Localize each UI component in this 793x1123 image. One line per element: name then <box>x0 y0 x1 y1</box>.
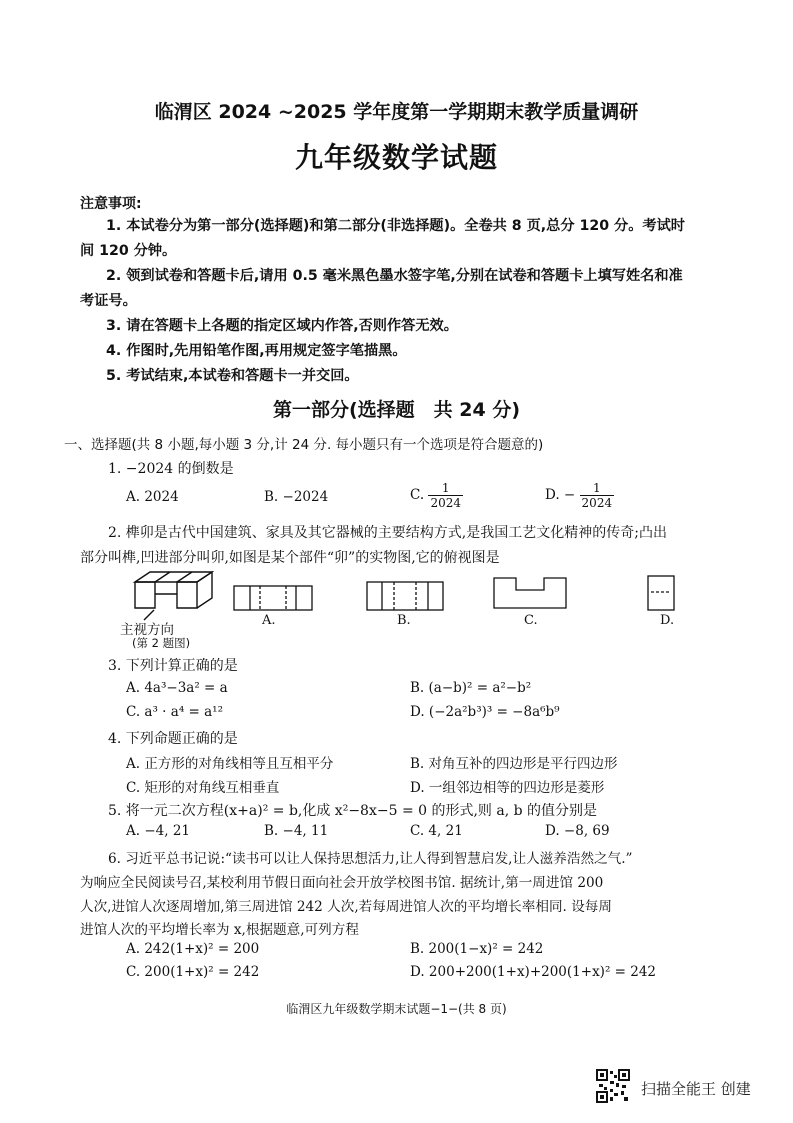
q3-option-a: A. 4a³−3a² = a <box>126 680 228 696</box>
q1-d-numerator: 1 <box>580 481 615 496</box>
q5-option-d: D. −8, 69 <box>545 823 610 839</box>
q4-stem: 4. 下列命题正确的是 <box>108 731 238 747</box>
q3-option-d: D. (−2a²b³)³ = −8a⁶b⁹ <box>410 704 560 720</box>
q3-stem: 3. 下列计算正确的是 <box>108 658 238 674</box>
q1-option-d-label: D. − <box>545 487 576 503</box>
q6-option-d: D. 200+200(1+x)+200(1+x)² = 242 <box>410 964 657 980</box>
mortise-3d-figure <box>135 572 212 608</box>
notice-line-1-cont: 间 120 分钟。 <box>80 243 177 259</box>
q6-stem-line-2: 为响应全民阅读号召,某校利用节假日面向社会开放学校图书馆. 据统计,第一周进馆 200 <box>80 875 604 891</box>
q1-c-denominator: 2024 <box>430 496 461 510</box>
notice-line-2: 2. 领到试卷和答题卡后,请用 0.5 毫米黑色墨水签字笔,分别在试卷和答题卡上填写姓名和准 <box>106 268 683 284</box>
notice-line-5: 5. 考试结束,本试卷和答题卡一并交回。 <box>106 368 359 384</box>
q6-stem-line-4: 进馆人次的平均增长率为 x,根据题意,可列方程 <box>80 922 359 938</box>
option-b-figure <box>367 582 443 610</box>
q5-stem: 5. 将一元二次方程(x+a)² = b,化成 x²−8x−5 = 0 的形式,则 a, b 的值分别是 <box>108 803 598 819</box>
q4-option-b: B. 对角互补的四边形是平行四边形 <box>410 756 618 772</box>
q2-stem-line-2: 部分叫榫,凹进部分叫卯,如图是某个部件“卯”的实物图,它的俯视图是 <box>80 550 500 566</box>
q1-option-b: B. −2024 <box>264 489 329 505</box>
q1-c-numerator: 1 <box>428 481 463 496</box>
q6-stem-line-3: 人次,进馆人次逐周增加,第三周进馆 242 人次,若每周进馆人次的平均增长率相同. 设每周 <box>80 899 612 915</box>
q2-label-b: B. <box>397 613 411 628</box>
option-d-figure <box>648 576 674 610</box>
q5-option-b: B. −4, 11 <box>264 823 329 839</box>
q2-stem-line-1: 2. 榫卯是古代中国建筑、家具及其它器械的主要结构方式,是我国工艺文化精神的传奇;凸出 <box>108 525 667 541</box>
q6-stem-line-1: 6. 习近平总书记说:“读书可以让人保持思想活力,让人得到智慧启发,让人滋养浩然之气.” <box>108 851 633 867</box>
q3-option-b: B. (a−b)² = a²−b² <box>410 680 532 696</box>
q6-option-b: B. 200(1−x)² = 242 <box>410 941 544 957</box>
exam-title: 临渭区 2024 ~2025 学年度第一学期期末教学质量调研 <box>154 101 639 123</box>
q2-label-d: D. <box>660 613 675 628</box>
q5-option-c: C. 4, 21 <box>410 823 463 839</box>
q4-option-c: C. 矩形的对角线互相垂直 <box>126 780 280 796</box>
q5-option-a: A. −4, 21 <box>126 823 190 839</box>
q6-option-c: C. 200(1+x)² = 242 <box>126 964 260 980</box>
q6-option-a: A. 242(1+x)² = 200 <box>126 941 260 957</box>
q1-option-c <box>410 481 463 510</box>
option-a-figure <box>234 586 312 610</box>
qr-code-icon <box>596 1069 630 1103</box>
notice-line-4: 4. 作图时,先用铅笔作图,再用规定签字笔描黑。 <box>106 343 407 359</box>
q1-stem: 1. −2024 的倒数是 <box>108 461 234 477</box>
q2-figure-caption: (第 2 题图) <box>132 636 191 650</box>
q1-option-c-label: C. <box>410 487 425 503</box>
page-footer: 临渭区九年级数学期末试题−1−(共 8 页) <box>286 1002 507 1016</box>
q2-label-a: A. <box>262 613 276 628</box>
q1-option-d-fraction <box>580 481 615 510</box>
exam-subtitle: 九年级数学试题 <box>294 141 498 174</box>
section-intro: 一、选择题(共 8 小题,每小题 3 分,计 24 分. 每小题只有一个选项是符合题意的) <box>64 437 544 453</box>
q1-d-denominator: 2024 <box>581 496 613 510</box>
q1-option-a: A. 2024 <box>126 489 179 505</box>
q4-option-d: D. 一组邻边相等的四边形是菱形 <box>410 780 605 796</box>
q2-label-c: C. <box>524 613 538 628</box>
q1-option-c-fraction <box>428 481 463 510</box>
option-c-figure <box>494 578 566 608</box>
notice-line-2-cont: 考证号。 <box>80 293 137 309</box>
q3-option-c: C. a³ · a⁴ = a¹² <box>126 704 223 720</box>
notice-line-1: 1. 本试卷分为第一部分(选择题)和第二部分(非选择题)。全卷共 8 页,总分 120 分。考试时 <box>106 218 685 234</box>
scanner-brand: 扫描全能王 创建 <box>641 1080 751 1098</box>
notice-line-3: 3. 请在答题卡上各题的指定区域内作答,否则作答无效。 <box>106 318 458 334</box>
q4-option-a: A. 正方形的对角线相等且互相平分 <box>126 756 334 772</box>
q1-option-d <box>545 481 614 510</box>
section-title: 第一部分(选择题 共 24 分) <box>272 399 521 421</box>
q2-view-direction-label: 主视方向 <box>120 622 174 638</box>
notice-heading: 注意事项: <box>80 196 142 212</box>
